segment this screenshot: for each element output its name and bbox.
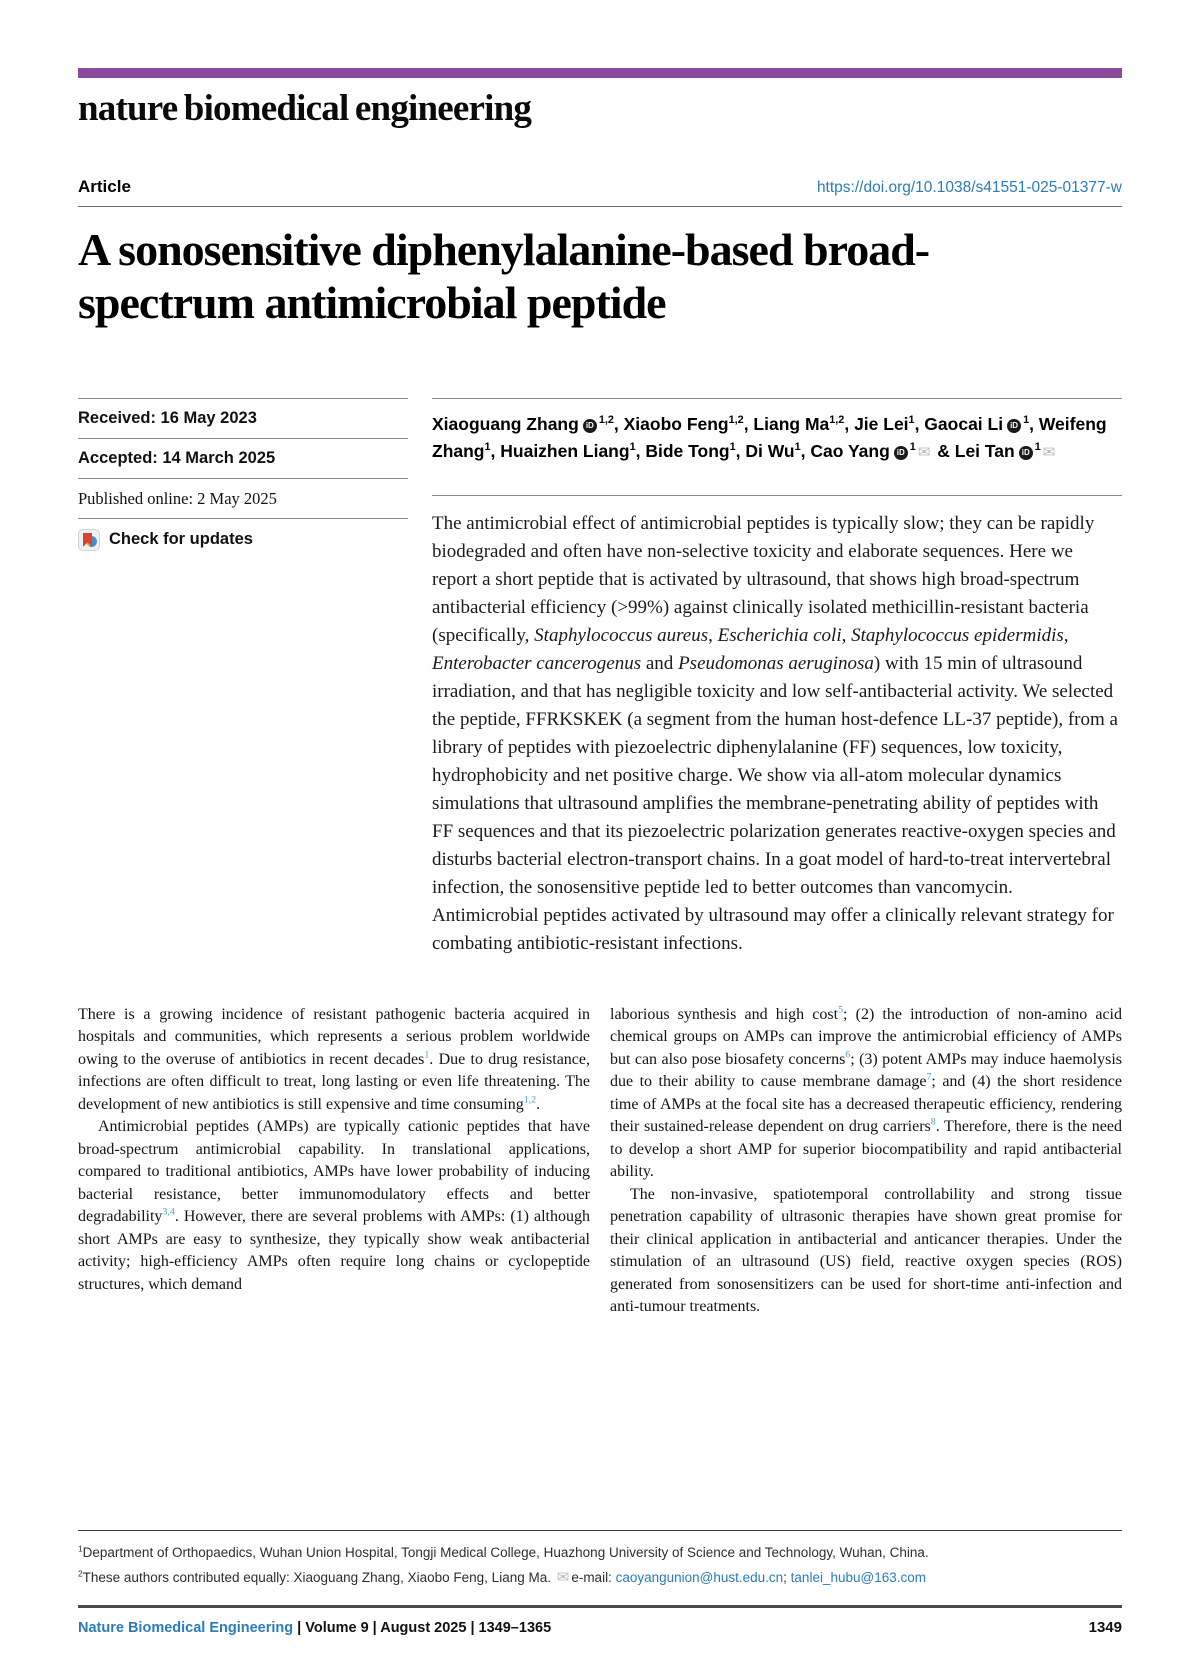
- ref-superscript[interactable]: 1: [424, 1049, 430, 1061]
- text-segment: . However, there are several problems with AMPs: (1) although short AMPs are easy to synthesize, they typically show weak antibacterial activity; high-efficiency AMPs often require long chains or cyclopeptide structures, which demand: [78, 1208, 590, 1293]
- article-body: [78, 1004, 1122, 1319]
- ref-superscript[interactable]: 7: [926, 1072, 932, 1084]
- text-segment: ,: [708, 624, 718, 646]
- text-segment: There is a growing incidence of resistant pathogenic bacteria acquired in hospitals and communities, which represents a serious problem worldwide owing to the overuse of antibiotics in recent decades: [78, 1005, 590, 1068]
- crossmark-icon: [78, 529, 100, 551]
- text-segment: .: [536, 1095, 541, 1113]
- affiliations-footnotes: [78, 1530, 1122, 1590]
- article-page: [0, 68, 1200, 1661]
- text-segment: , Gaocai Li: [914, 413, 1004, 434]
- email-icon: ✉: [1042, 443, 1056, 461]
- timeline-column: [78, 398, 408, 958]
- ref-superscript[interactable]: 1,2: [523, 1094, 537, 1106]
- text-segment: ; (2) the introduction of non-amino acid chemical groups on AMPs can improve the antimicrobial efficiency of AMPs but can also pose biosafety concerns: [610, 1005, 1122, 1068]
- text-segment: . Therefore, there is the need to develop a short AMP for superior biocompatibility and rapid antibacterial ability.: [610, 1118, 1123, 1181]
- text-segment: and: [641, 652, 679, 674]
- ref-superscript[interactable]: 5: [838, 1004, 844, 1016]
- ref-superscript[interactable]: 8: [930, 1117, 936, 1129]
- text-segment: 1: [1023, 413, 1030, 426]
- author-list: [432, 398, 1122, 465]
- check-for-updates-label: Check for updates: [109, 530, 253, 549]
- authors-abstract-column: [432, 398, 1122, 958]
- text-segment: e-mail:: [571, 1569, 616, 1585]
- link[interactable]: tanlei_hubu@163.com: [790, 1569, 926, 1585]
- email-icon: ✉: [917, 443, 931, 461]
- journal-link[interactable]: Nature Biomedical Engineering: [78, 1620, 294, 1636]
- page-title: A sonosensitive diphenylalanine-based broad-spectrum antimicrobial peptide: [78, 224, 930, 329]
- abstract-text: [432, 495, 1122, 958]
- text-segment: , Xiaobo Feng: [613, 413, 729, 434]
- accepted-date: Accepted: 14 March 2025: [78, 438, 408, 478]
- text-segment: , Di Wu: [735, 440, 795, 461]
- text-segment: ; and (4) the short residence time of AMPs at the focal site has a decreased therapeutic efficiency, rendering their sustained-release dependent on drug carriers: [610, 1073, 1123, 1136]
- contribution-email-line: [78, 1565, 1122, 1591]
- text-segment: , Weifeng Zhang: [432, 413, 1107, 461]
- text-segment: 1: [908, 413, 915, 426]
- text-segment: , Huaizhen Liang: [490, 440, 630, 461]
- email-icon: ✉: [556, 1568, 570, 1586]
- text-segment: , Liang Ma: [743, 413, 830, 434]
- text-segment: 1,2: [829, 413, 845, 426]
- orcid-icon[interactable]: iD: [1007, 419, 1021, 433]
- text-segment: 1: [794, 441, 801, 454]
- text-segment: ) with 15 min of ultrasound irradiation, and that has negligible toxicity and low self-antibacterial activity. We selected the peptide, FFRKSKEK (a segment from the human host-defence LL-37 peptide), from a library of peptides with piezoelectric diphenylalanine (FF) sequences, low toxicity, hydrophobicity and net positive charge. We show via all-atom molecular dynamics simulations that ultrasound amplifies the membrane-penetrating ability of peptides with FF sequences and that its piezoelectric polarization generates reactive-oxygen species and disturbs bacterial electron-transport chains. In a goat model of hard-to-treat intervertebral infection, the sonosensitive peptide led to better outcomes than vancomycin. Antimicrobial peptides activated by ultrasound may offer a clinically relevant strategy for combating antibiotic-resistant infections.: [432, 652, 1118, 954]
- text-segment: , Cao Yang: [800, 440, 890, 461]
- paragraph: [78, 1116, 590, 1296]
- text-segment: 1,2: [728, 413, 744, 426]
- text-segment: The antimicrobial effect of antimicrobial peptides is typically slow; they can be rapidly biodegraded and often have non-selective toxicity and elaborate sequences. Here we report a short peptide that is activated by ultrasound, that shows high broad-spectrum antibacterial efficiency (>99%) against clinically isolated methicillin-resistant bacteria (specifically,: [432, 512, 1095, 646]
- orcid-icon[interactable]: iD: [1019, 446, 1033, 460]
- text-segment: 1: [1034, 441, 1041, 454]
- text-segment: Xiaoguang Zhang: [432, 413, 579, 434]
- text-segment: 2: [78, 1568, 83, 1579]
- orcid-icon[interactable]: iD: [583, 419, 597, 433]
- text-segment: Department of Orthopaedics, Wuhan Union Hospital, Tongji Medical College, Huazhong University of Science and Technology, Wuhan, China.: [82, 1545, 929, 1560]
- text-segment: laborious synthesis and high cost: [610, 1005, 839, 1023]
- text-segment: ,: [841, 624, 852, 646]
- link[interactable]: caoyangunion@hust.edu.cn: [615, 1569, 784, 1585]
- volume-info: | Volume 9 | August 2025 | 1349–1365: [293, 1620, 552, 1636]
- text-segment: 1: [78, 1543, 83, 1554]
- text-segment: The non-invasive, spatiotemporal controllability and strong tissue penetration capability of ultrasonic therapies have shown great promise for their clinical application in antibacterial and anticancer therapies. Under the stimulation of an ultrasound (US) field, reactive oxygen species (ROS) generated from sonosensitizers can be used for short-time anti-infection and anti-tumour treatments.: [610, 1185, 1122, 1316]
- doi-link[interactable]: https://doi.org/10.1038/s41551-025-01377-w: [816, 179, 1122, 196]
- published-date: Published online: 2 May 2025: [78, 478, 408, 518]
- text-segment: Staphylococcus epidermidis: [851, 624, 1064, 646]
- article-type-label: Article: [78, 177, 131, 196]
- text-segment: & Lei Tan: [932, 440, 1015, 461]
- text-segment: 1,2: [598, 413, 614, 426]
- text-segment: Pseudomonas aeruginosa: [678, 652, 874, 674]
- text-segment: Enterobacter cancerogenus: [432, 652, 642, 674]
- text-segment: ,: [1063, 624, 1069, 646]
- text-segment: These authors contributed equally: Xiaoguang Zhang, Xiaobo Feng, Liang Ma.: [82, 1569, 555, 1585]
- page-number: 1349: [1088, 1619, 1122, 1636]
- article-info-section: [78, 398, 1122, 958]
- text-segment: 1: [484, 441, 491, 454]
- article-header-row: [78, 177, 1122, 207]
- paragraph: [610, 1184, 1122, 1319]
- paragraph: [610, 1004, 1122, 1184]
- affiliation-line: [78, 1542, 1122, 1565]
- ref-superscript[interactable]: 6: [845, 1049, 851, 1061]
- text-segment: ; (3) potent AMPs may induce haemolysis due to their ability to cause membrane damage: [610, 1050, 1122, 1091]
- ref-superscript[interactable]: 3,4: [162, 1207, 175, 1219]
- check-for-updates-badge[interactable]: [78, 518, 408, 560]
- received-date: Received: 16 May 2023: [78, 398, 408, 438]
- text-segment: 1: [629, 441, 636, 454]
- text-segment: . Due to drug resistance, infections are often difficult to treat, long lasting or even life threatening. The development of new antibiotics is still expensive and time consuming: [78, 1050, 591, 1113]
- text-segment: 1: [909, 441, 916, 454]
- text-segment: Escherichia coli: [717, 624, 842, 646]
- text-segment: 1: [729, 441, 736, 454]
- orcid-icon[interactable]: iD: [894, 446, 908, 460]
- text-segment: ;: [783, 1569, 791, 1585]
- paragraph: [78, 1004, 590, 1117]
- page-footer: [78, 1605, 1122, 1636]
- journal-accent-bar: [78, 68, 1122, 78]
- text-segment: , Jie Lei: [844, 413, 909, 434]
- text-segment: , Bide Tong: [635, 440, 730, 461]
- text-segment: Antimicrobial peptides (AMPs) are typically cationic peptides that have broad-spectrum antimicrobial capability. In translational applications, compared to traditional antibiotics, AMPs have lower probability of inducing bacterial resistance, better immunomodulatory effects and better degradability: [78, 1118, 590, 1226]
- body-left-column: [78, 1004, 590, 1319]
- journal-logo: nature biomedical engineering: [78, 88, 532, 129]
- body-right-column: [610, 1004, 1122, 1319]
- footer-citation: [78, 1620, 551, 1636]
- text-segment: Staphylococcus aureus: [534, 624, 709, 646]
